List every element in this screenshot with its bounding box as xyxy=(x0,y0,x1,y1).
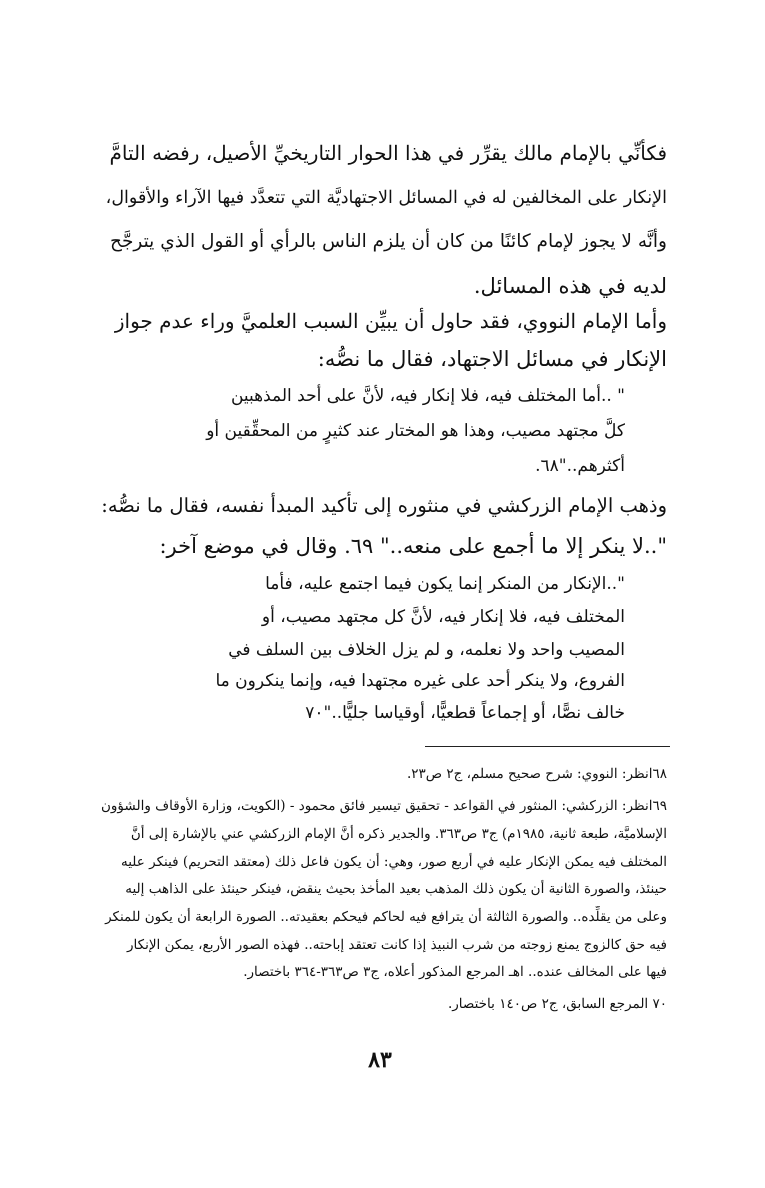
paragraph-3-line: وذهب الإمام الزركشي في منثوره إلى تأكيد المبدأ نفسه، فقال ما نصُّه: xyxy=(101,494,667,517)
quote-2-line: المختلف فيه، فلا إنكار فيه، لأنَّ كل مجتهد مصيب، أو xyxy=(261,607,625,627)
paragraph-2-line: وأما الإمام النووي، فقد حاول أن يبيِّن السبب العلميَّ وراء عدم جواز xyxy=(114,309,667,333)
footnote-line: فيها على المخالف عنده.. اهـ المرجع المذكور أعلاه، ج٣ ص٣٦٣-٣٦٤ باختصار. xyxy=(243,964,667,980)
paragraph-2-line: الإنكار في مسائل الاجتهاد، فقال ما نصُّه: xyxy=(317,347,667,371)
quote-2-line: الفروع، ولا ينكر أحد على غيره مجتهدا فيه، وإنما ينكرون ما xyxy=(215,671,625,691)
quote-2-line: المصيب واحد ولا نعلمه، و لم يزل الخلاف بين السلف في xyxy=(228,640,625,660)
quote-1-line: كلَّ مجتهد مصيب، وهذا هو المختار عند كثيرٍ من المحقِّقين أو xyxy=(206,421,625,441)
footnote-line: وعلى من يقلِّده.. والصورة الثالثة أن يترافع فيه لحاكم فيحكم بعقيدته.. الصورة الرابعة أن يكون للمنكر xyxy=(105,909,667,925)
footnote-line: حينئذ، والصورة الثانية أن يكون ذلك المذهب بعيد المأخذ بحيث ينقض، فينكر حينئذ على الذاهب إليه xyxy=(125,881,667,897)
footnote-separator xyxy=(425,746,670,747)
paragraph-1-line: وأنَّه لا يجوز لإمام كائنًا من كان أن يلزم الناس بالرأي أو القول الذي يترجَّح xyxy=(110,231,667,252)
footnote-line: ٦٨انظر: النووي: شرح صحيح مسلم، ج٢ ص٢٣. xyxy=(406,766,667,782)
paragraph-3-line: "..لا ينكر إلا ما أجمع على منعه.." ٦٩. وقال في موضع آخر: xyxy=(159,534,667,558)
quote-1-line: " ..أما المختلف فيه، فلا إنكار فيه، لأنَّ على أحد المذهبين xyxy=(230,386,625,406)
quote-2-line: "..الإنكار من المنكر إنما يكون فيما اجتمع عليه، فأما xyxy=(265,574,625,594)
quote-1-line: أكثرهم.."٦٨. xyxy=(535,456,625,476)
paragraph-1-line: فكأنِّي بالإمام مالك يقرِّر في هذا الحوار التاريخيِّ الأصيل، رفضه التامَّ xyxy=(109,141,667,165)
footnote-line: ٦٩انظر: الزركشي: المنثور في القواعد - تحقيق تيسير فائق محمود - (الكويت، وزارة الأوقاف والشؤون xyxy=(101,798,667,814)
footnote-line: المختلف فيه يمكن الإنكار عليه في أربع صور، وهي: أن يكون فاعل ذلك (معتقد التحريم) فينكر عليه xyxy=(121,854,667,870)
footnote-line: ٧٠ المرجع السابق، ج٢ ص١٤٠ باختصار. xyxy=(447,996,667,1012)
page-number: ٨٣ xyxy=(368,1047,392,1073)
quote-2-line: خالف نصًّا، أو إجماعاً قطعيًّا، أوقياسا جليًّا.."٧٠ xyxy=(305,703,625,723)
paragraph-1-line: الإنكار على المخالفين له في المسائل الاجتهاديَّة التي تتعدَّد فيها الآراء والأقوال، xyxy=(105,188,667,208)
footnote-line: فيه حق كالزوج يمنع زوجته من شرب النبيذ إذا كانت تعتقد إباحته.. فهذه الصور الأربع، يمكن الإنكار xyxy=(127,937,667,953)
paragraph-1-line: لديه في هذه المسائل. xyxy=(473,274,667,298)
footnote-line: الإسلاميَّة، طبعة ثانية، ١٩٨٥م) ج٣ ص٣٦٣. والجدير ذكره أنَّ الإمام الزركشي عني بالإشارة إلى أنَّ xyxy=(130,826,667,842)
